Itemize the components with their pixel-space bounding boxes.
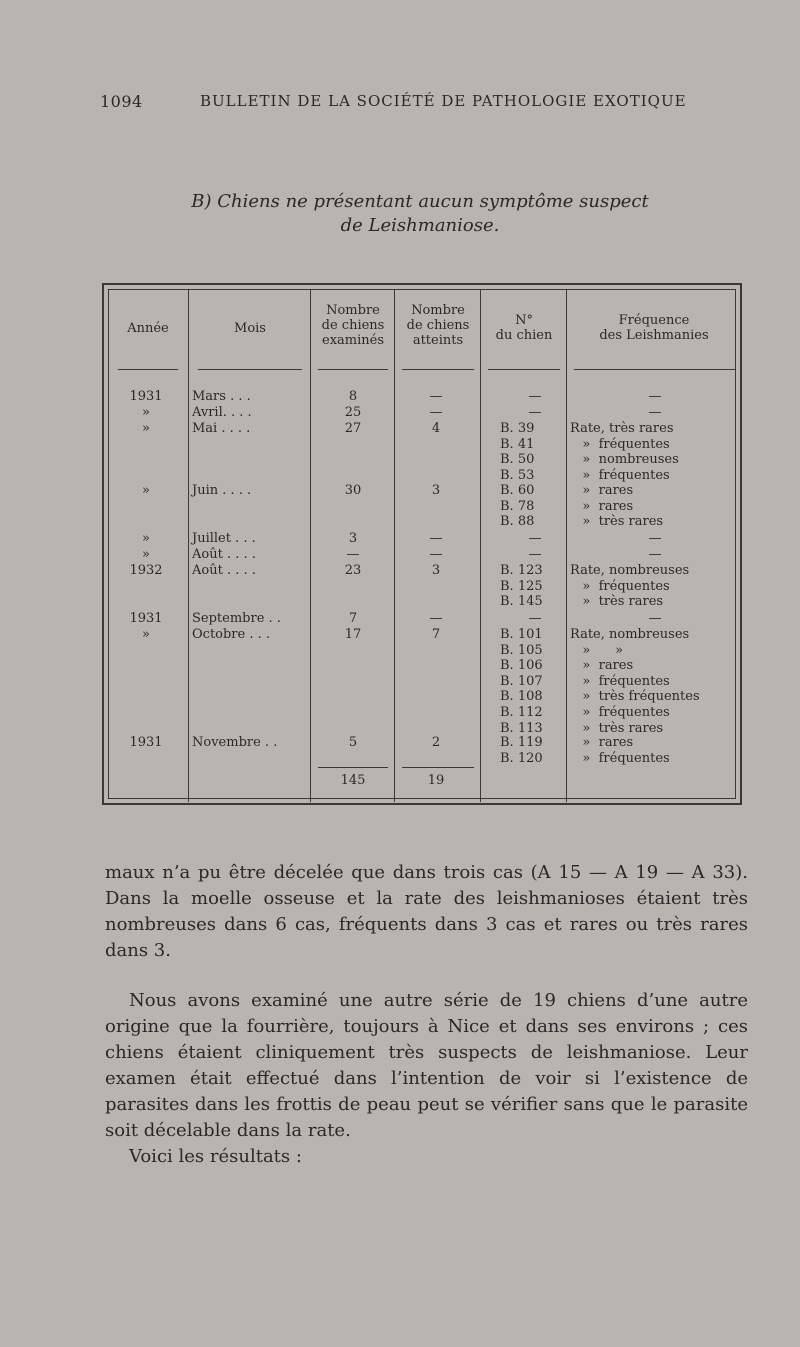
cell-nombre-atteints: 4: [431, 421, 441, 436]
results-table: [102, 283, 742, 805]
header-nombre-examines: Nombre de chiens examinés: [321, 303, 385, 348]
cell-frequence: » rares » fréquentes: [582, 735, 670, 766]
cell-mois: Juillet . . .: [192, 531, 256, 546]
header-rule: [198, 369, 302, 370]
cell-no-chien: —: [528, 389, 542, 404]
cell-nombre-atteints: —: [429, 531, 443, 546]
col-divider: [188, 290, 189, 802]
page-number: 1094: [100, 92, 143, 111]
cell-nombre-atteints: —: [429, 405, 443, 420]
cell-no-chien: B. 101 B. 105 B. 106 B. 107 B. 108 B. 112 B. 113: [500, 627, 543, 736]
cell-annee: 1931: [129, 389, 163, 404]
header-annee: Année: [127, 321, 169, 336]
cell-annee: »: [142, 627, 150, 642]
total-atteints: 19: [427, 773, 445, 788]
cell-frequence: —: [648, 389, 662, 404]
cell-mois: Mars . . .: [192, 389, 251, 404]
cell-mois: Août . . . .: [192, 563, 256, 578]
section-title-line2: de Leishmaniose.: [340, 215, 500, 236]
cell-mois: Juin . . . .: [192, 483, 252, 498]
cell-annee: 1932: [129, 563, 163, 578]
col-divider: [394, 290, 395, 802]
cell-nombre-examines: 17: [344, 627, 362, 642]
cell-frequence: Rate, nombreuses » » » rares » fréquentes » très fréquentes » fréquentes » très rares: [570, 627, 700, 736]
cell-nombre-atteints: —: [429, 389, 443, 404]
cell-no-chien: B. 60 B. 78 B. 88: [500, 483, 535, 530]
header-nombre-atteints: Nombre de chiens atteints: [406, 303, 470, 348]
header-rule: [488, 369, 560, 370]
paragraph: Nous avons examiné une autre série de 19 chiens d’une autre origine que la fourrière, toujours à Nice et dans ses environs ; ces chiens étaient cliniquement très suspects de leishmaniose. Leur examen était effectué dans l’intention de voir si l’existence de parasites dans les frottis de peau peut se vérifier sans que le parasite soit décelable dans la rate.: [105, 990, 748, 1141]
cell-no-chien: —: [528, 547, 542, 562]
cell-frequence: Rate, nombreuses » fréquentes » très rares: [570, 563, 690, 610]
total-rule: [318, 767, 388, 768]
cell-nombre-atteints: 2: [431, 735, 441, 750]
col-divider: [480, 290, 481, 802]
header-mois: Mois: [234, 321, 266, 336]
cell-mois: Avril. . . .: [192, 405, 252, 420]
cell-nombre-atteints: —: [429, 611, 443, 626]
cell-nombre-examines: 7: [348, 611, 358, 626]
cell-frequence: » rares » rares » très rares: [582, 483, 664, 530]
cell-no-chien: B. 119 B. 120: [500, 735, 543, 766]
cell-nombre-atteints: 3: [431, 483, 441, 498]
section-title: [100, 190, 740, 238]
paragraph: Voici les résultats :: [129, 1146, 302, 1167]
cell-annee: »: [142, 531, 150, 546]
header-no-chien: N° du chien: [495, 313, 553, 343]
cell-annee: 1931: [129, 735, 163, 750]
cell-annee: »: [142, 547, 150, 562]
header-rule: [574, 369, 736, 370]
cell-nombre-examines: 23: [344, 563, 362, 578]
cell-annee: »: [142, 421, 150, 436]
cell-nombre-examines: 5: [348, 735, 358, 750]
cell-no-chien: —: [528, 531, 542, 546]
cell-no-chien: B. 39 B. 41 B. 50 B. 53: [500, 421, 535, 483]
body-text: [105, 860, 748, 1170]
header-rule: [318, 369, 388, 370]
cell-nombre-examines: 25: [344, 405, 362, 420]
header-rule: [118, 369, 178, 370]
cell-frequence: Rate, très rares » fréquentes » nombreuses » fréquentes: [570, 421, 679, 483]
total-rule: [402, 767, 474, 768]
paragraph: maux n’a pu être décelée que dans trois cas (A 15 — A 19 — A 33). Dans la moelle osseuse et la rate des leishmanioses étaient très nombreuses dans 6 cas, fréquents dans 3 cas et rares ou très rares dans 3.: [105, 862, 748, 961]
header-rule: [402, 369, 474, 370]
cell-mois: Août . . . .: [192, 547, 256, 562]
cell-no-chien: —: [528, 611, 542, 626]
cell-mois: Mai . . . .: [192, 421, 251, 436]
cell-nombre-examines: 8: [348, 389, 358, 404]
cell-mois: Septembre . .: [192, 611, 281, 626]
cell-nombre-atteints: —: [429, 547, 443, 562]
cell-mois: Octobre . . .: [192, 627, 271, 642]
cell-annee: »: [142, 483, 150, 498]
cell-nombre-examines: 27: [344, 421, 362, 436]
total-examines: 145: [340, 773, 366, 788]
cell-no-chien: B. 123 B. 125 B. 145: [500, 563, 543, 610]
cell-mois: Novembre . .: [192, 735, 278, 750]
cell-frequence: —: [648, 611, 662, 626]
cell-frequence: —: [648, 531, 662, 546]
cell-frequence: —: [648, 547, 662, 562]
cell-annee: 1931: [129, 611, 163, 626]
cell-annee: »: [142, 405, 150, 420]
cell-nombre-atteints: 3: [431, 563, 441, 578]
header-frequence: Fréquence des Leishmanies: [599, 313, 709, 343]
cell-frequence: —: [648, 405, 662, 420]
col-divider: [310, 290, 311, 802]
cell-nombre-examines: 3: [348, 531, 358, 546]
cell-no-chien: —: [528, 405, 542, 420]
section-title-line1: B) Chiens ne présentant aucun symptôme suspect: [191, 191, 649, 212]
cell-nombre-atteints: 7: [431, 627, 441, 642]
running-title: BULLETIN DE LA SOCIÉTÉ DE PATHOLOGIE EXOTIQUE: [200, 92, 687, 110]
cell-nombre-examines: —: [346, 547, 360, 562]
cell-nombre-examines: 30: [344, 483, 362, 498]
